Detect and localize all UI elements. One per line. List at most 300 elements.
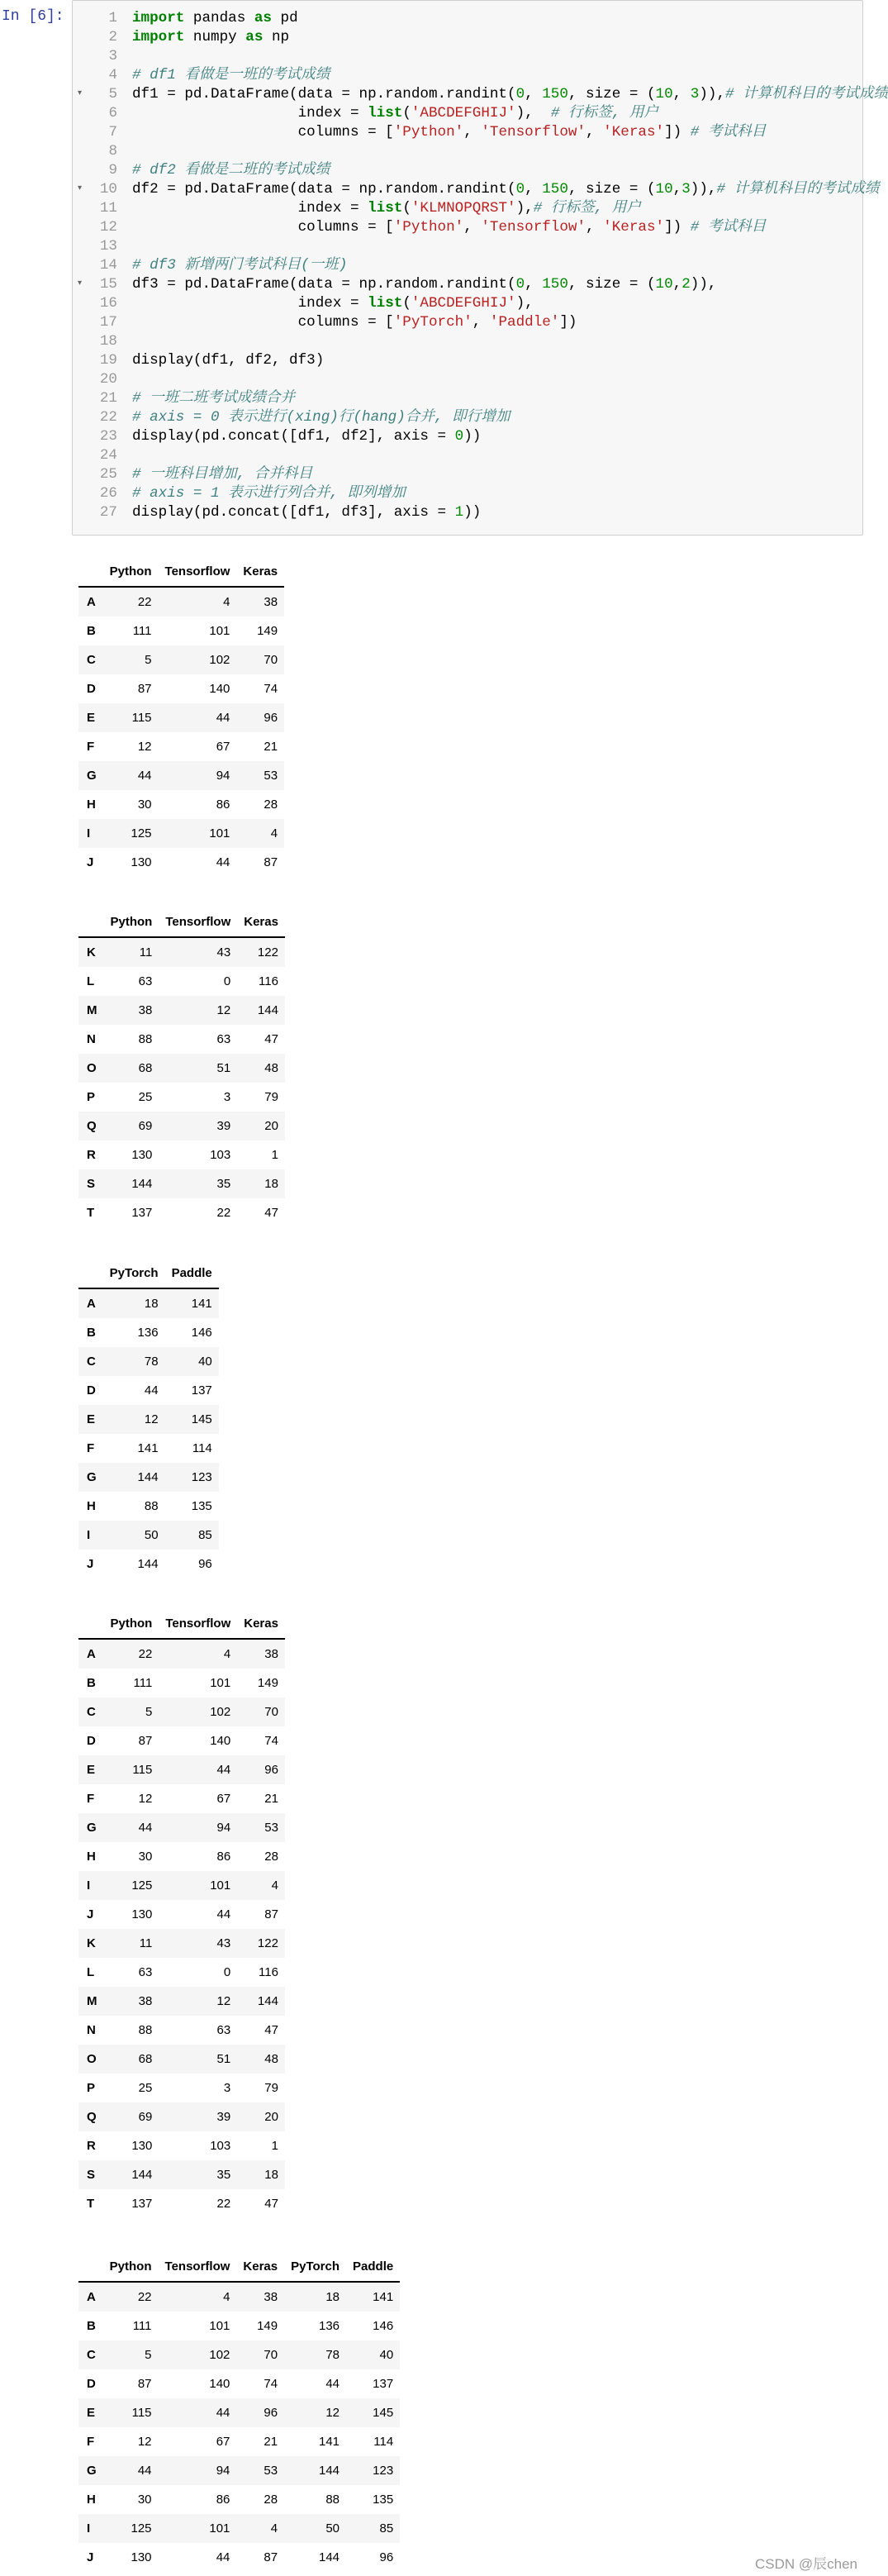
row-index: D — [87, 1383, 96, 1398]
table-cell: 96 — [264, 2406, 278, 2420]
code-token: 'PyTorch' — [393, 314, 472, 331]
code-token: )), — [699, 86, 726, 102]
table-cell: 39 — [216, 1119, 231, 1133]
row-index: Q — [87, 2110, 97, 2124]
table-cell: 88 — [138, 2023, 153, 2037]
code-line — [73, 123, 857, 142]
code-token: ( — [402, 200, 411, 217]
table-row — [78, 587, 284, 617]
row-index: A — [87, 1297, 96, 1311]
table-cell: 111 — [132, 624, 152, 638]
code-token: 'Tensorflow' — [481, 219, 586, 236]
column-header: Paddle — [165, 1258, 219, 1288]
code-token: 0 — [515, 86, 525, 102]
table-row — [78, 1813, 285, 1842]
table-row — [78, 617, 284, 645]
table-cell: 145 — [373, 2406, 394, 2420]
code-token: 150 — [542, 86, 568, 102]
code-line — [73, 446, 857, 465]
table-cell: 79 — [264, 2081, 278, 2095]
code-line — [73, 85, 888, 104]
input-prompt: In [6]: — [2, 8, 64, 25]
table-cell: 4 — [223, 595, 230, 609]
table-row — [78, 1405, 219, 1434]
code-token: , — [463, 219, 482, 236]
table-cell: 87 — [264, 2550, 278, 2564]
index-header — [78, 2251, 103, 2282]
column-header: PyTorch — [103, 1258, 165, 1288]
row-index: G — [87, 1470, 97, 1484]
code-line — [73, 180, 880, 199]
code-token: 0 — [515, 181, 525, 198]
code-token: # 计算机科目的考试成绩 — [725, 86, 888, 102]
table-cell: 30 — [138, 1850, 153, 1864]
table-cell: 67 — [216, 1792, 231, 1806]
row-index: M — [87, 1003, 97, 1017]
table-row — [78, 2456, 400, 2485]
table-cell: 74 — [264, 2377, 278, 2391]
code-token: 150 — [542, 276, 568, 293]
table-cell: 115 — [132, 1763, 153, 1777]
table-cell: 137 — [131, 1206, 153, 1220]
code-token: pd — [271, 10, 298, 26]
table-cell: 25 — [138, 2081, 153, 2095]
code-token: # 计算机科目的考试成绩 — [716, 181, 880, 198]
code-token: # 一班科目增加, 合并科目 — [132, 466, 313, 483]
table-cell: 53 — [264, 2464, 278, 2478]
table-row — [78, 1842, 285, 1871]
row-index: B — [87, 2319, 96, 2333]
code-editor[interactable] — [72, 0, 888, 536]
code-token: )) — [463, 504, 482, 521]
row-index: P — [87, 1090, 96, 1104]
row-index: H — [87, 1499, 96, 1513]
row-index: J — [87, 855, 94, 869]
table-cell: 87 — [137, 2377, 152, 2391]
column-header: Keras — [236, 556, 284, 587]
code-token: 'Paddle' — [489, 314, 560, 331]
code-token: 3 — [690, 86, 700, 102]
table-cell: 28 — [264, 1850, 278, 1864]
table-cell: 136 — [137, 1326, 159, 1340]
table-cell: 67 — [216, 2435, 230, 2449]
row-index: F — [87, 1792, 95, 1806]
table-cell: 12 — [138, 1792, 153, 1806]
table-cell: 144 — [257, 1003, 278, 1017]
code-token: , — [586, 219, 604, 236]
table-cell: 47 — [264, 2023, 278, 2037]
table-cell: 4 — [223, 1647, 231, 1661]
table-cell: 12 — [216, 1994, 231, 2008]
code-token: , — [525, 276, 543, 293]
table-cell: 115 — [131, 2406, 152, 2420]
table-cell: 78 — [144, 1355, 159, 1369]
code-token: columns = [ — [132, 219, 394, 236]
table-cell: 70 — [264, 2348, 278, 2362]
line-number: 18 — [99, 333, 117, 350]
table-cell: 44 — [137, 769, 152, 783]
row-index: I — [87, 1878, 91, 1893]
code-token: pandas — [184, 10, 254, 26]
row-index: A — [87, 2290, 96, 2304]
table-cell: 44 — [216, 711, 230, 725]
table-cell: 67 — [216, 740, 230, 754]
table-cell: 44 — [144, 1383, 159, 1398]
code-line — [73, 142, 857, 161]
code-token: , size = ( — [567, 276, 656, 293]
table-cell: 141 — [137, 1441, 159, 1455]
table-row — [78, 1550, 219, 1578]
table-cell: 38 — [264, 595, 278, 609]
table-row — [78, 1492, 219, 1521]
table-cell: 123 — [373, 2464, 394, 2478]
code-token: 'Tensorflow' — [481, 124, 586, 140]
table-cell: 137 — [191, 1383, 212, 1398]
table-cell: 48 — [264, 2052, 278, 2066]
code-token: # df1 看做是一班的考试成绩 — [132, 67, 330, 83]
table-row — [78, 2189, 285, 2218]
column-header: Python — [104, 1608, 159, 1639]
code-token: list — [368, 200, 403, 217]
table-cell: 1 — [271, 1148, 278, 1162]
column-header: Tensorflow — [159, 1608, 237, 1639]
table-cell: 47 — [264, 1206, 278, 1220]
table-cell: 40 — [198, 1355, 212, 1369]
table-row — [78, 2543, 400, 2572]
code-token: , — [672, 86, 691, 102]
table-cell: 1 — [271, 2139, 278, 2153]
row-index: F — [87, 740, 95, 754]
table-cell: 144 — [131, 2168, 153, 2182]
code-token: 0 — [454, 428, 464, 445]
table-cell: 12 — [325, 2406, 340, 2420]
column-header: Tensorflow — [159, 2251, 237, 2282]
table-cell: 0 — [223, 974, 231, 988]
row-index: C — [87, 2348, 96, 2362]
table-cell: 43 — [216, 1936, 231, 1950]
fold-arrow-icon[interactable]: ▾ — [78, 88, 83, 98]
code-token: , size = ( — [567, 181, 656, 198]
fold-arrow-icon[interactable]: ▾ — [78, 183, 83, 193]
table-row — [78, 790, 284, 819]
code-token: index = — [132, 105, 368, 121]
row-index: R — [87, 2139, 96, 2153]
code-line — [73, 351, 857, 370]
table-row — [78, 1669, 285, 1697]
row-index: I — [87, 826, 91, 840]
table-cell: 94 — [216, 769, 230, 783]
row-index: G — [87, 769, 97, 783]
table-row — [78, 645, 284, 674]
row-index: K — [87, 945, 96, 959]
table-row — [78, 2131, 285, 2160]
code-token: # axis = 0 表示进行(xing)行(hang)合并, 即行增加 — [132, 409, 510, 426]
table-cell: 28 — [264, 2493, 278, 2507]
fold-arrow-icon[interactable]: ▾ — [78, 279, 83, 288]
code-token: display(pd.concat([df1, df3], axis = — [132, 504, 455, 521]
code-token: , — [525, 181, 543, 198]
column-header: Python — [103, 2251, 159, 2282]
row-index: A — [87, 1647, 96, 1661]
code-token: df3 = pd.DataFrame(data = np.random.randint( — [132, 276, 516, 293]
code-line — [73, 389, 857, 408]
code-token: ]) — [664, 124, 691, 140]
line-number: 4 — [108, 67, 117, 83]
table-row — [78, 1083, 285, 1112]
line-number: 11 — [99, 200, 117, 217]
code-token: columns = [ — [132, 124, 394, 140]
code-token: )) — [463, 428, 482, 445]
code-token: , size = ( — [567, 86, 656, 102]
table-cell: 18 — [144, 1297, 159, 1311]
table-cell: 44 — [216, 2550, 230, 2564]
table-cell: 101 — [209, 2319, 230, 2333]
table-cell: 63 — [216, 2023, 231, 2037]
line-number: 24 — [99, 447, 117, 464]
table-cell: 149 — [257, 2319, 278, 2333]
table-cell: 39 — [216, 2110, 231, 2124]
code-token: 0 — [515, 276, 525, 293]
code-token: 'Keras' — [603, 124, 665, 140]
column-header: Keras — [236, 2251, 284, 2282]
table-cell: 141 — [373, 2290, 394, 2304]
table-cell: 63 — [138, 1965, 153, 1979]
table-cell: 0 — [223, 1965, 231, 1979]
table-cell: 94 — [216, 1821, 231, 1835]
code-line — [73, 9, 857, 28]
code-line — [73, 237, 857, 256]
table-cell: 68 — [138, 2052, 153, 2066]
table-cell: 85 — [198, 1528, 212, 1542]
row-index: Q — [87, 1119, 97, 1133]
table-cell: 4 — [271, 1878, 278, 1893]
row-index: J — [87, 1907, 94, 1921]
code-token: , — [463, 124, 482, 140]
code-line — [73, 332, 857, 351]
table-cell: 115 — [131, 711, 152, 725]
row-index: H — [87, 1850, 96, 1864]
table-cell: 38 — [264, 2290, 278, 2304]
code-token: 'Keras' — [603, 219, 665, 236]
table-cell: 38 — [264, 1647, 278, 1661]
code-token: , — [672, 181, 682, 198]
table-row — [78, 2312, 400, 2340]
table-cell: 149 — [257, 624, 278, 638]
table-row — [78, 1900, 285, 1929]
table-cell: 21 — [264, 2435, 278, 2449]
code-token: 150 — [542, 181, 568, 198]
code-token: 2 — [681, 276, 691, 293]
table-row — [78, 2340, 400, 2369]
table-cell: 102 — [209, 653, 230, 667]
table-row — [78, 703, 284, 732]
table-row — [78, 1434, 219, 1463]
table-cell: 136 — [318, 2319, 340, 2333]
table-cell: 44 — [216, 2406, 230, 2420]
table-cell: 141 — [191, 1297, 212, 1311]
line-number: 12 — [99, 219, 117, 236]
code-token: 10 — [655, 86, 673, 102]
table-cell: 18 — [264, 2168, 278, 2182]
code-token: , — [586, 124, 604, 140]
table-cell: 101 — [210, 1676, 231, 1690]
table-cell: 137 — [373, 2377, 394, 2391]
table-cell: 144 — [257, 1994, 278, 2008]
table-row — [78, 732, 284, 761]
table-cell: 5 — [145, 653, 152, 667]
table-cell: 86 — [216, 798, 230, 812]
table-cell: 96 — [264, 1763, 278, 1777]
table-row — [78, 937, 285, 967]
code-token: 'ABCDEFGHIJ' — [411, 105, 516, 121]
code-token: ), — [515, 200, 534, 217]
table-cell: 146 — [191, 1326, 212, 1340]
table-cell: 5 — [145, 1705, 153, 1719]
table-cell: 47 — [264, 1032, 278, 1046]
row-index: I — [87, 2521, 91, 2536]
code-cell[interactable] — [0, 0, 888, 539]
table-cell: 135 — [373, 2493, 394, 2507]
code-token: 'KLMNOPQRST' — [411, 200, 516, 217]
table-cell: 18 — [264, 1177, 278, 1191]
table-row — [78, 2016, 285, 2045]
table-row — [78, 1376, 219, 1405]
column-header: Keras — [237, 1608, 285, 1639]
line-number: 5 — [108, 86, 117, 102]
code-token: ), — [515, 295, 534, 312]
table-cell: 137 — [131, 2197, 153, 2211]
code-token: df1 = pd.DataFrame(data = np.random.randint( — [132, 86, 516, 102]
code-token: # 考试科目 — [690, 124, 767, 140]
row-index: G — [87, 2464, 97, 2478]
table-row — [78, 1318, 219, 1347]
code-token: list — [368, 105, 403, 121]
row-index: E — [87, 1412, 96, 1426]
table-cell: 22 — [137, 595, 152, 609]
table-cell: 21 — [264, 1792, 278, 1806]
table-cell: 35 — [216, 2168, 231, 2182]
code-token: ( — [402, 295, 411, 312]
table-cell: 53 — [264, 1821, 278, 1835]
line-number: 3 — [108, 48, 117, 64]
row-index: G — [87, 1821, 97, 1835]
column-header: PyTorch — [284, 2251, 346, 2282]
table-cell: 103 — [210, 1148, 231, 1162]
row-index: S — [87, 1177, 96, 1191]
code-token: import — [132, 29, 185, 45]
table-cell: 79 — [264, 1090, 278, 1104]
row-index: O — [87, 1061, 97, 1075]
table-cell: 86 — [216, 1850, 231, 1864]
table-cell: 146 — [373, 2319, 394, 2333]
table-row — [78, 2398, 400, 2427]
line-number: 21 — [99, 390, 117, 407]
table-cell: 38 — [138, 1994, 153, 2008]
table-cell: 44 — [137, 2464, 152, 2478]
line-number: 8 — [108, 143, 117, 160]
table-cell: 38 — [138, 1003, 153, 1017]
table-cell: 88 — [138, 1032, 153, 1046]
table-cell: 135 — [191, 1499, 212, 1513]
table-row — [78, 2074, 285, 2102]
code-token: np — [263, 29, 290, 45]
table-cell: 101 — [209, 826, 230, 840]
line-number: 14 — [99, 257, 117, 274]
table-cell: 144 — [137, 1557, 159, 1571]
table-cell: 130 — [131, 855, 152, 869]
table-cell: 43 — [216, 945, 231, 959]
row-index: E — [87, 2406, 96, 2420]
code-token: as — [254, 10, 272, 26]
column-header: Paddle — [346, 2251, 400, 2282]
table-cell: 18 — [325, 2290, 340, 2304]
code-token: as — [245, 29, 264, 45]
table-cell: 44 — [325, 2377, 340, 2391]
line-number: 15 — [99, 276, 117, 293]
table-cell: 87 — [137, 682, 152, 696]
line-number: 13 — [99, 238, 117, 255]
table-cell: 12 — [144, 1412, 159, 1426]
row-index: I — [87, 1528, 91, 1542]
code-token: )), — [690, 181, 717, 198]
line-number: 16 — [99, 295, 117, 312]
row-index: E — [87, 711, 96, 725]
line-number: 1 — [108, 10, 117, 26]
table-cell: 22 — [216, 1206, 231, 1220]
table-row — [78, 674, 284, 703]
row-index: L — [87, 1965, 95, 1979]
table-cell: 116 — [259, 974, 278, 988]
table-cell: 144 — [137, 1470, 159, 1484]
table-row — [78, 819, 284, 848]
table-cell: 50 — [325, 2521, 340, 2536]
code-token: list — [368, 295, 403, 312]
table-cell: 144 — [131, 1177, 153, 1191]
table-row — [78, 1987, 285, 2016]
row-index: T — [87, 2197, 95, 2211]
table-cell: 96 — [264, 711, 278, 725]
table-cell: 44 — [216, 1763, 231, 1777]
index-header — [78, 1258, 103, 1288]
table-cell: 5 — [145, 2348, 152, 2362]
table-cell: 63 — [138, 974, 153, 988]
table-cell: 51 — [216, 2052, 231, 2066]
code-line — [73, 28, 857, 47]
line-number: 23 — [99, 428, 117, 445]
code-token: ( — [402, 105, 411, 121]
code-line — [73, 66, 857, 85]
code-token: # axis = 1 表示进行列合并, 即列增加 — [132, 485, 406, 502]
table-cell: 12 — [137, 740, 152, 754]
table-cell: 20 — [264, 1119, 278, 1133]
table-cell: 111 — [132, 2319, 152, 2333]
table-cell: 125 — [131, 1878, 153, 1893]
line-number: 26 — [99, 485, 117, 502]
table-cell: 30 — [137, 2493, 152, 2507]
table-row — [78, 2160, 285, 2189]
table-row — [78, 1463, 219, 1492]
table-row — [78, 2369, 400, 2398]
table-cell: 11 — [139, 945, 153, 959]
code-token: index = — [132, 295, 368, 312]
code-token: # df3 新增两门考试科目(一班) — [132, 257, 348, 274]
table-row — [78, 2282, 400, 2312]
table-cell: 140 — [209, 2377, 230, 2391]
table-row — [78, 1288, 219, 1318]
table-cell: 21 — [264, 740, 278, 754]
code-token: )), — [690, 276, 717, 293]
dataframe-table-concat-axis1 — [78, 2251, 400, 2572]
